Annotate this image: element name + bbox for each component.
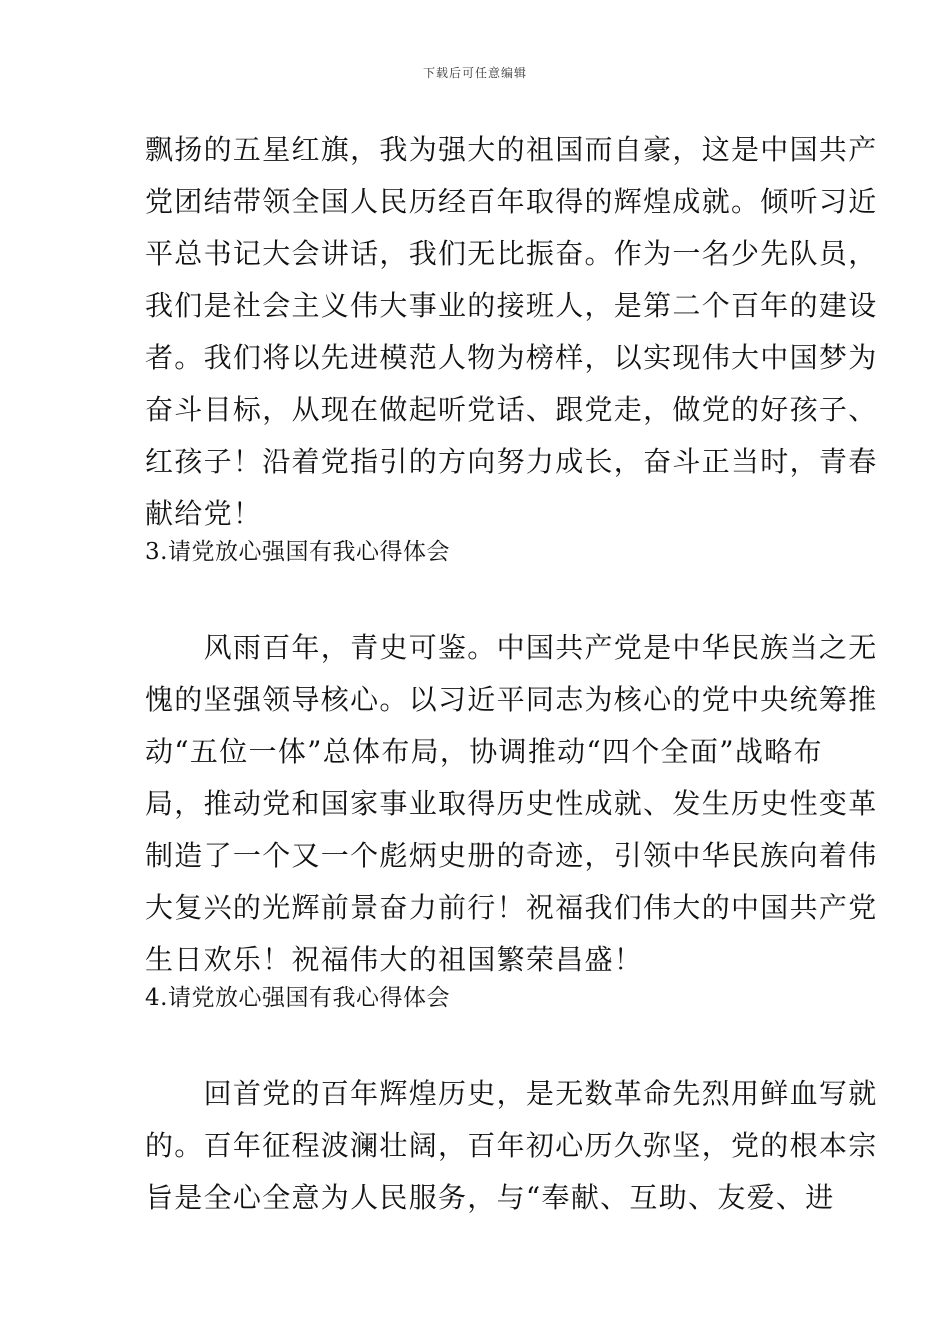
text-line: 制造了一个又一个彪炳史册的奇迹，引领中华民族向着伟 [145, 839, 878, 872]
text-line: 局，推动党和国家事业取得历史性成就、发生历史性变革 [145, 787, 878, 820]
section-4-heading: 4.请党放心强国有我心得体会 [145, 985, 450, 1011]
text-line: 献给党！ [145, 497, 263, 530]
text-line: 回首党的百年辉煌历史，是无数革命先烈用鲜血写就 [145, 1077, 878, 1110]
text-line: 旨是全心全意为人民服务，与“奉献、互助、友爱、进 [145, 1181, 835, 1214]
text-line: 者。我们将以先进模范人物为榜样，以实现伟大中国梦为 [145, 341, 878, 374]
section-3-heading: 3.请党放心强国有我心得体会 [145, 539, 450, 565]
text-line: 平总书记大会讲话，我们无比振奋。作为一名少先队员， [145, 237, 878, 270]
text-line: 大复兴的光辉前景奋力前行！祝福我们伟大的中国共产党 [145, 891, 878, 924]
text-line: 红孩子！沿着党指引的方向努力成长，奋斗正当时，青春 [145, 445, 878, 478]
text-line: 党团结带领全国人民历经百年取得的辉煌成就。倾听习近 [145, 185, 878, 218]
text-line: 我们是社会主义伟大事业的接班人，是第二个百年的建设 [145, 289, 878, 322]
text-line: 动“五位一体”总体布局，协调推动“四个全面”战略布 [145, 735, 823, 768]
text-line: 奋斗目标，从现在做起听党话、跟党走，做党的好孩子、 [145, 393, 878, 426]
page-header-note: 下载后可任意编辑 [422, 66, 527, 80]
text-line: 的。百年征程波澜壮阔，百年初心历久弥坚，党的根本宗 [145, 1129, 878, 1162]
text-line: 飘扬的五星红旗，我为强大的祖国而自豪，这是中国共产 [145, 133, 878, 166]
text-line: 风雨百年，青史可鉴。中国共产党是中华民族当之无 [145, 631, 878, 664]
text-line: 生日欢乐！祝福伟大的祖国繁荣昌盛！ [145, 943, 644, 976]
text-line: 愧的坚强领导核心。以习近平同志为核心的党中央统筹推 [145, 683, 878, 716]
